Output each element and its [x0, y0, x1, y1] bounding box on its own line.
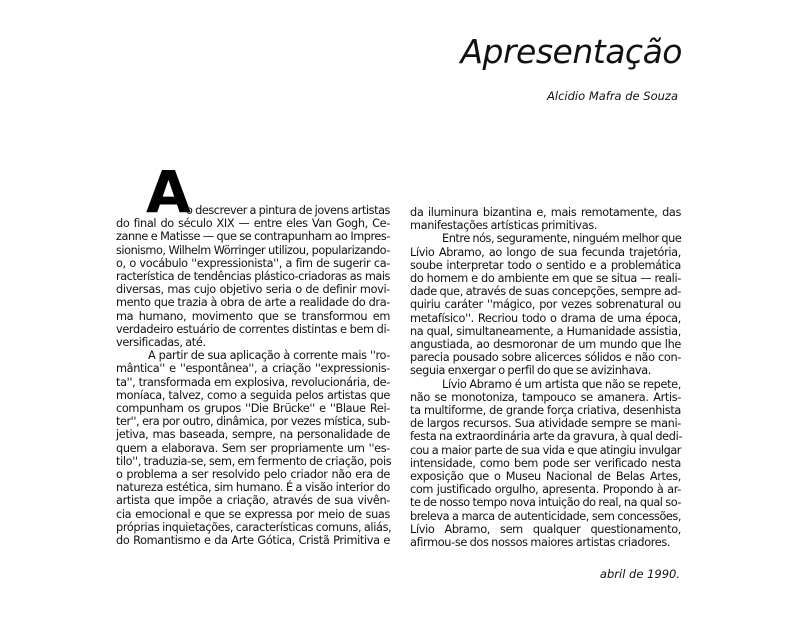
right-column	[410, 206, 681, 549]
text-line: do Romantismo e da Arte Gótica, Cristã Primitiva e	[116, 534, 390, 548]
text-line: mento que trazia à obra de arte a realidade do dra-	[116, 296, 390, 310]
text-line: parecia pousado sobre alicerces sólidos e não con-	[410, 351, 681, 365]
text-line: seguia enxergar o perfil do que se avizinhava.	[410, 364, 652, 378]
text-line: moníaca, talvez, como a seguida pelos artistas que	[116, 388, 390, 402]
text-line: o problema a ser resolvido pelo criador não era de	[116, 468, 390, 482]
text-line: Lívio Abramo é um artista que não se repete,	[442, 377, 681, 391]
text-line: do final do século XIX — entre eles Van Gogh, Ce-	[116, 217, 390, 231]
text-line: verdadeiro estuário de correntes distintas e bem di-	[116, 322, 390, 336]
text-line: na qual, simultaneamente, a Humanidade assistia,	[410, 324, 681, 338]
text-line: ta multiforme, de grande força criativa, desenhista	[410, 404, 681, 418]
text-line: intensidade, como bem pode ser verificado nesta	[410, 456, 681, 470]
text-line: quem a elaborava. Sem ser propriamente um ''es-	[116, 441, 390, 455]
text-line: exposição que o Museu Nacional de Belas Artes,	[410, 470, 681, 484]
text-line: próprias inquietações, características comuns, aliás,	[116, 520, 392, 534]
text-line: dade que, através de suas concepções, sempre ad-	[410, 285, 681, 299]
text-line: sionismo, Wilhelm Wörringer utilizou, popularizando-	[116, 243, 390, 257]
date-signature: abril de 1990.	[599, 567, 680, 581]
text-line: te de nosso tempo nova intuição do real, na qual so-	[410, 496, 681, 510]
text-line: racterística de tendências plástico-criadoras as mais	[116, 270, 390, 284]
text-line: o, o vocábulo ''expressionista'', a fim de sugerir ca-	[116, 256, 390, 270]
text-line: Lívio Abramo, ao longo de sua fecunda trajetória,	[410, 245, 681, 259]
text-line: Entre nós, seguramente, ninguém melhor que	[442, 232, 682, 246]
text-line: quiriu caráter ''mágico, por vezes sobrenatural ou	[410, 298, 681, 312]
text-line: o descrever a pintura de jovens artistas	[186, 204, 390, 217]
text-line: manifestações artísticas primitivas.	[410, 219, 598, 233]
page-title: Apresentação	[460, 32, 682, 71]
text-line: festa na extraordinária arte da gravura, à qual dedi-	[410, 430, 683, 444]
text-line: versificadas, até.	[116, 336, 206, 350]
text-line: com justificado orgulho, apresenta. Propondo à ar-	[410, 483, 681, 497]
text-line: zanne e Matisse — que se contrapunham ao Impres-	[116, 230, 390, 244]
text-line: diversas, mas cujo objetivo seria o de definir movi-	[116, 283, 390, 297]
text-line: ma humano, movimento que se transformou em	[116, 309, 390, 323]
text-line: jetiva, mas baseada, sempre, na personalidade de	[116, 428, 390, 442]
text-line: artista que impõe a criação, através de sua vivên-	[116, 494, 390, 508]
author-name: Alcidio Mafra de Souza	[547, 89, 678, 103]
text-line: afirmou-se dos nossos maiores artistas criadores.	[410, 536, 671, 550]
text-line: Lívio Abramo, sem qualquer questionamento,	[410, 522, 681, 536]
text-line: A partir de sua aplicação à corrente mais ''ro-	[148, 349, 390, 363]
text-line: tilo'', traduzia-se, sem, em fermento de criação, pois	[116, 454, 392, 468]
text-line: ter'', era por outro, dinâmica, por vezes mística, sub-	[116, 415, 390, 429]
text-line: não se monotoniza, tampouco se amanera. Artis-	[410, 390, 681, 404]
text-line: ta'', transformada em explosiva, revolucionária, de-	[116, 375, 390, 389]
text-line: de largos recursos. Sua atividade sempre se mani-	[410, 417, 681, 431]
text-line: do homem e do ambiente em que se situa — reali-	[410, 272, 681, 286]
drop-cap: A	[146, 158, 191, 226]
text-line: soube interpretar todo o sentido e a problemática	[410, 258, 681, 272]
text-line: compunham os grupos ''Die Brücke'' e ''Blaue Rei-	[116, 402, 390, 416]
text-line: cou a maior parte de sua vida e que atingiu invulgar	[410, 443, 681, 457]
text-line: da iluminura bizantina e, mais remotamente, das	[410, 206, 681, 219]
left-column	[116, 204, 390, 547]
text-line: angustiada, ao desmoronar de um mundo que lhe	[410, 338, 681, 352]
text-line: metafísico''. Recriou todo o drama de uma época,	[410, 311, 681, 325]
text-line: mântica'' e ''espontânea'', a criação ''expressionis-	[116, 362, 390, 376]
text-line: breleva a marca de autenticidade, sem concessões,	[410, 509, 681, 523]
text-line: natureza estética, sim humano. É a visão interior do	[116, 481, 390, 495]
text-line: cia emocional e que se expressa por meio de suas	[116, 507, 390, 521]
